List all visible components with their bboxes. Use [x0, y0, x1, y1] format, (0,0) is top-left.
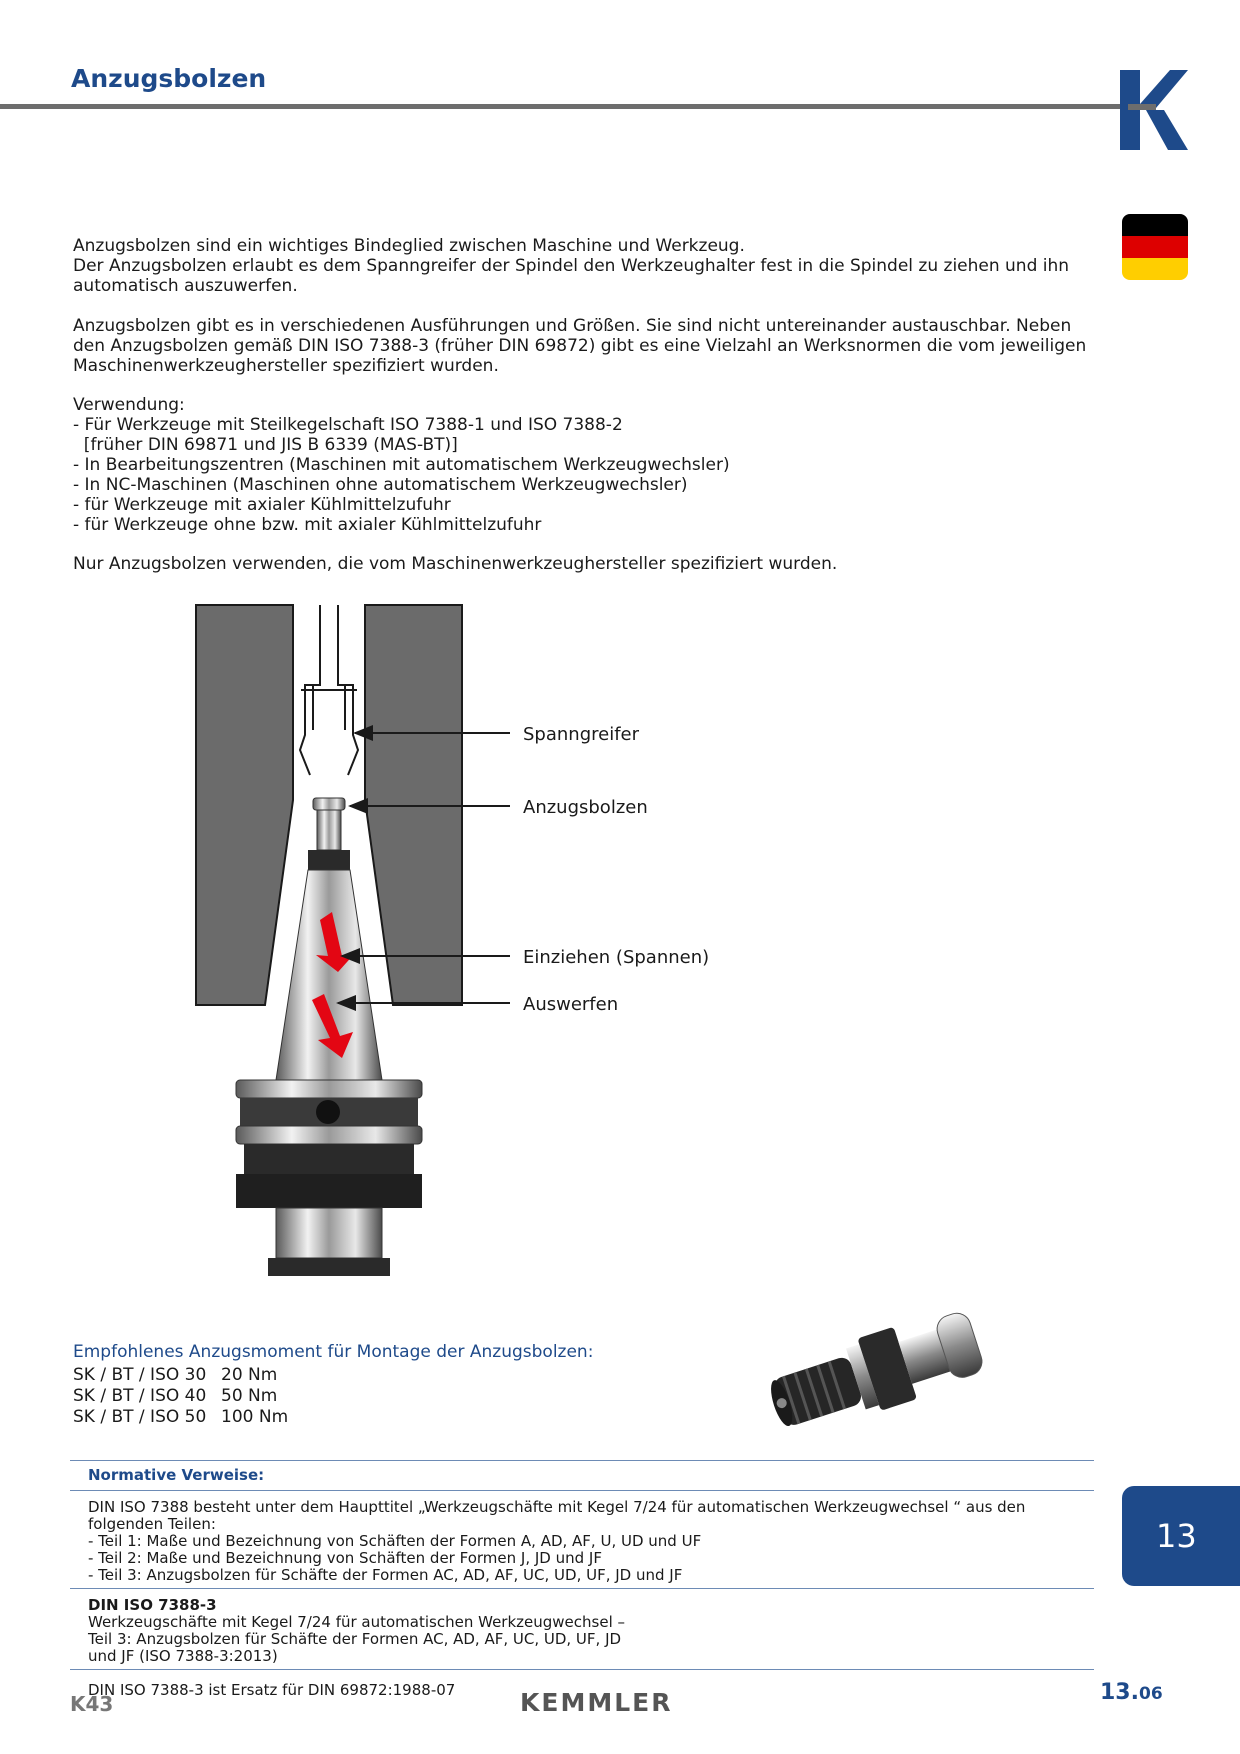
label-spanngreifer: Spanngreifer [523, 724, 640, 745]
normative-block: DIN ISO 7388 besteht unter dem Haupttitel „Werkzeugschäfte mit Kegel 7/24 für automatischen Werkzeugwechsel “ aus den folgenden Teilen: - Teil 1: Maße und Bezeichnung von Schäften der Formen A, AD, AF, U, UD und UF - Teil 2: Maße und Bezeichnung von Schäften der Formen J, JD und JF - Teil 3: Anzugsbolzen für Schäfte der Formen AC, AD, AF, UC, UD, UF, JD und JF [88, 1498, 1026, 1584]
torque-value: 50 Nm [221, 1386, 278, 1406]
torque-value: 100 Nm [221, 1407, 289, 1427]
label-anzugsbolzen: Anzugsbolzen [523, 797, 648, 818]
variants-paragraph [73, 316, 1087, 376]
pull-stud [308, 798, 350, 870]
normative-references [70, 1460, 1094, 1703]
torque-size: SK / BT / ISO 40 [73, 1386, 207, 1406]
page-number: 13.06 [1100, 1680, 1163, 1705]
usage-note: Nur Anzugsbolzen verwenden, die vom Maschinenwerkzeughersteller spezifiziert wurden. [73, 554, 838, 574]
title-rule [0, 104, 1120, 109]
usage-item: - für Werkzeuge mit axialer Kühlmittelzufuhr [73, 495, 451, 515]
torque-table [73, 1342, 593, 1428]
usage-item: - Für Werkzeuge mit Steilkegelschaft ISO 7388-1 und ISO 7388-2 [73, 415, 623, 435]
torque-row [73, 1386, 593, 1407]
reference-code: K43 [70, 1692, 114, 1716]
kemmler-k-logo-icon [1120, 70, 1188, 150]
intro-line: automatisch auszuwerfen. [73, 276, 298, 296]
usage-item: - für Werkzeuge ohne bzw. mit axialer Kühlmittelzufuhr [73, 515, 542, 535]
torque-title: Empfohlenes Anzugsmoment für Montage der Anzugsbolzen: [73, 1342, 594, 1362]
norm-title: DIN ISO 7388-3 [88, 1596, 217, 1614]
intro-line: Anzugsbolzen sind ein wichtiges Bindeglied zwischen Maschine und Werkzeug. [73, 236, 745, 256]
brand-wordmark: KEMMLER [520, 1688, 673, 1717]
usage-list [73, 395, 1063, 535]
variants-line: Maschinenwerkzeughersteller spezifiziert wurden. [73, 356, 499, 376]
torque-value: 20 Nm [221, 1365, 278, 1385]
usage-item: [früher DIN 69871 und JIS B 6339 (MAS-BT)] [73, 435, 458, 455]
chapter-number: 13 [1156, 1517, 1197, 1555]
torque-row [73, 1407, 593, 1428]
label-auswerfen: Auswerfen [523, 994, 619, 1015]
torque-size: SK / BT / ISO 30 [73, 1365, 207, 1385]
intro-line: Der Anzugsbolzen erlaubt es dem Spanngreifer der Spindel den Werkzeughalter fest in die Spindel zu ziehen und ihn [73, 256, 1070, 276]
usage-item: - In NC-Maschinen (Maschinen ohne automatischem Werkzeugwechsler) [73, 475, 688, 495]
normative-heading: Normative Verweise: [88, 1466, 265, 1484]
collet-gripper [300, 605, 358, 775]
usage-heading: Verwendung: [73, 395, 185, 415]
chapter-tab[interactable] [1122, 1486, 1240, 1586]
torque-row [73, 1365, 593, 1386]
normative-block: DIN ISO 7388-3 Werkzeugschäfte mit Kegel 7/24 für automatischen Werkzeugwechsel – Teil 3: Anzugsbolzen für Schäfte der Formen AC, AD, AF, UC, UD, UF, JD und JF (ISO 7388-3:2013) [70, 1589, 1094, 1669]
spindle-diagram [170, 600, 730, 1280]
german-flag-icon [1122, 214, 1188, 280]
normative-block: DIN ISO 7388-3 ist Ersatz für DIN 69872:1988-07 [88, 1681, 456, 1699]
pull-stud-photo [760, 1272, 990, 1442]
label-einziehen: Einziehen (Spannen) [523, 947, 710, 968]
intro-paragraph [73, 236, 1070, 296]
page-title: Anzugsbolzen [71, 64, 267, 93]
usage-item: - In Bearbeitungszentren (Maschinen mit automatischem Werkzeugwechsler) [73, 455, 730, 475]
variants-line: Anzugsbolzen gibt es in verschiedenen Ausführungen und Größen. Sie sind nicht untereinander austauschbar. Neben [73, 316, 1072, 336]
variants-line: den Anzugsbolzen gemäß DIN ISO 7388-3 (früher DIN 69872) gibt es eine Vielzahl an Werksnormen die vom jeweiligen [73, 336, 1087, 356]
torque-size: SK / BT / ISO 50 [73, 1407, 207, 1427]
